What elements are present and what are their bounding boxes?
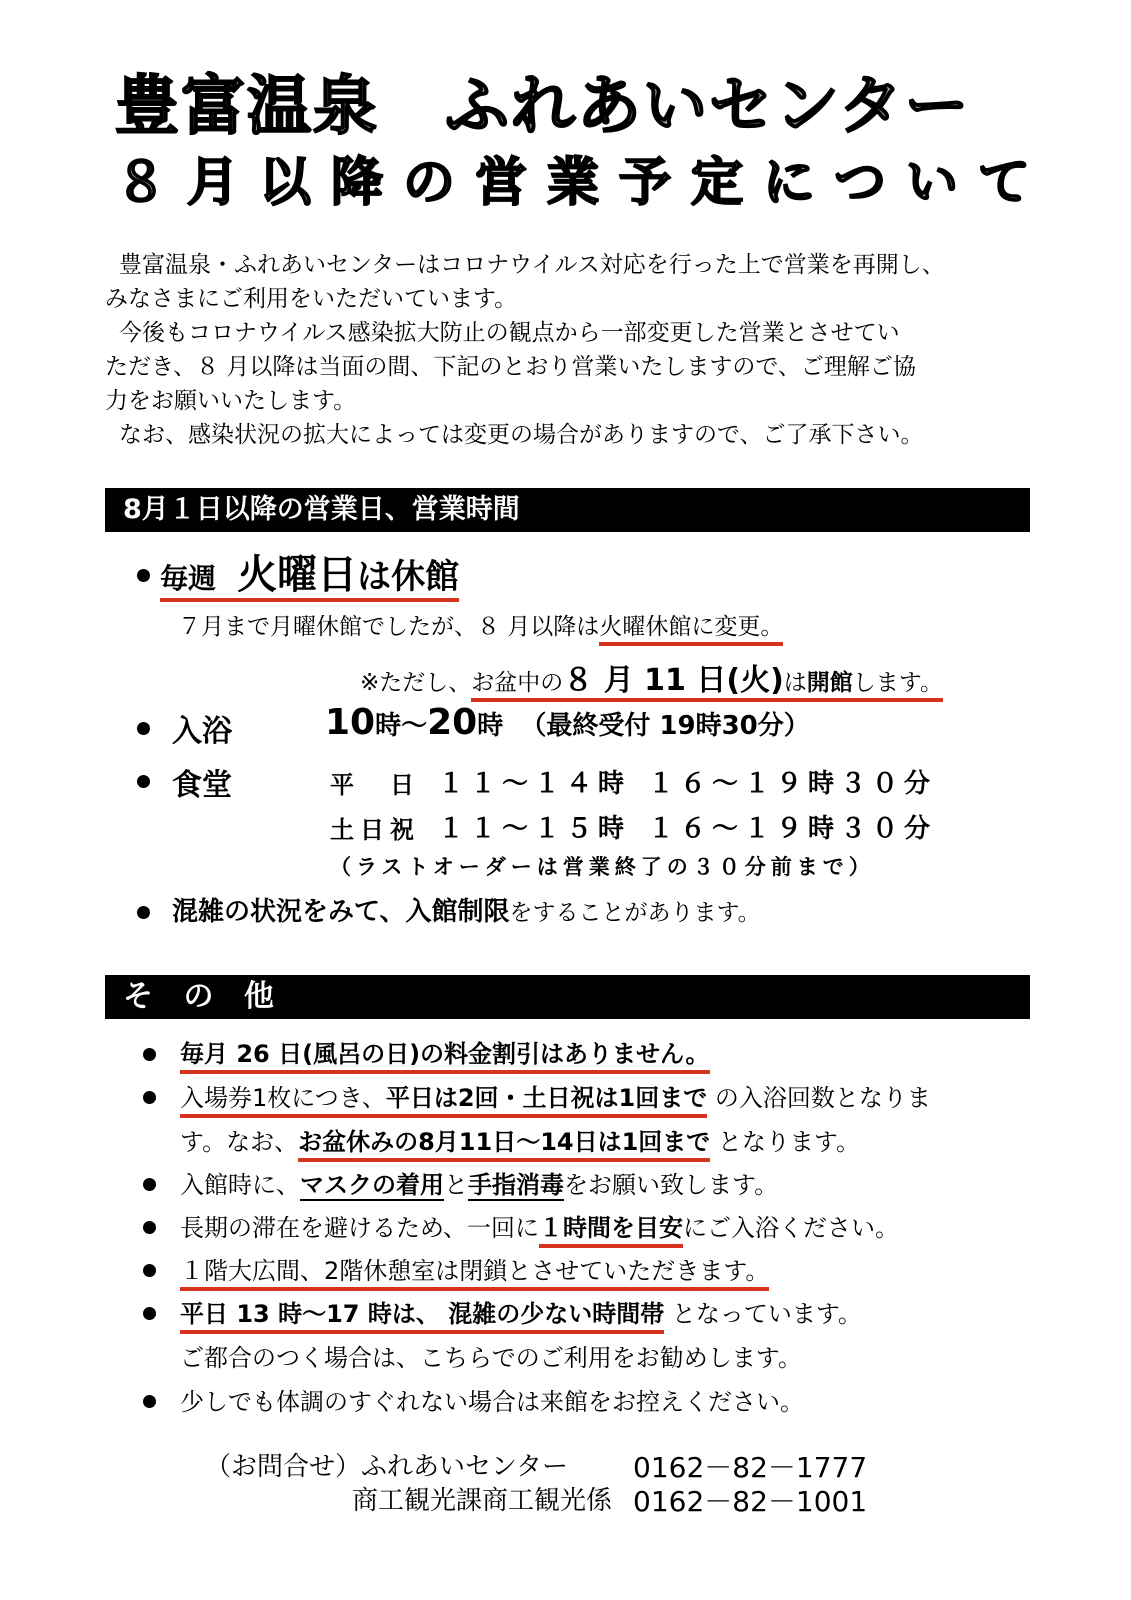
bath-last-entry: （最終受付 19時30分）: [520, 711, 810, 741]
closed-note-plain: ７月まで月曜休館でしたが、８ 月以降は: [178, 614, 600, 640]
section2-header: そ の 他: [105, 975, 1030, 1019]
item-ticket: [180, 1078, 931, 1113]
bullet-icon: [143, 1264, 156, 1277]
bullet-icon: [137, 569, 150, 582]
item-ticket-cont: [180, 1122, 860, 1157]
title-line2: ８月以降の営業予定について: [115, 153, 1050, 213]
intro-line: 今後もコロナウイルス感染拡大防止の観点から一部変更した営業とさせてい: [119, 320, 900, 346]
dining-weekend-lunch: １１～１５時: [438, 814, 631, 844]
intro-line: 力をお願いいたします。: [105, 388, 357, 414]
bath-hours: [325, 702, 810, 743]
stay-limit: １時間を目安: [539, 1214, 683, 1248]
intro-text: [105, 248, 1025, 452]
dining-weekday-day: 平 日: [330, 771, 420, 799]
quiet-tail: となっています。: [664, 1300, 862, 1328]
exception-part: は: [783, 670, 807, 696]
hand-sanitize: 手指消毒: [468, 1171, 564, 1199]
quiet-hours: 平日 13 時～17 時は、 混雑の少ない時間帯: [180, 1300, 664, 1334]
dining-weekend-dinner: １６～１９時３０分: [648, 814, 937, 844]
closed-exception: [360, 655, 943, 699]
item-closed-rooms: [180, 1251, 769, 1286]
stay-text: にご入浴ください。: [683, 1214, 900, 1242]
bullet-icon: [143, 1178, 156, 1191]
dining-label: 食堂: [172, 768, 232, 803]
bullet-icon: [137, 722, 150, 735]
item-quiet-hours: [180, 1294, 862, 1329]
crowd-bold: 混雑の状況をみて、入館制限: [172, 897, 510, 927]
closed-day: 火曜日: [237, 552, 358, 598]
dining-weekday-dinner: １６～１９時３０分: [648, 769, 937, 799]
closed-rooms-text: １階大広間、2階休憩室は閉鎖とさせていただきます。: [180, 1257, 769, 1291]
stay-text: 長期の滞在を避けるため、一回に: [180, 1214, 540, 1242]
bath-unit: 時: [477, 711, 504, 741]
ticket-limit: 平日は2回・土日祝は1回まで: [385, 1084, 708, 1112]
mask-wearing: マスクの着用: [300, 1171, 444, 1199]
ticket2-obon: お盆休みの8月11日～14日は1回まで: [298, 1128, 710, 1162]
crowd-line: [172, 891, 761, 928]
dining-weekend-day: 土日祝: [330, 816, 420, 844]
closed-prefix: 毎週: [160, 562, 217, 595]
closed-suffix: は休館: [357, 557, 460, 597]
exception-plain: ※ただし、: [360, 670, 472, 696]
ticket2-tail: となります。: [710, 1128, 861, 1156]
contact-dept: 商工観光課商工観光係: [352, 1486, 613, 1516]
bath-open: 10: [325, 702, 376, 743]
closed-note: [178, 608, 783, 641]
contact-label: （お問合せ）ふれあいセンター: [205, 1452, 568, 1482]
bath-label: 入浴: [172, 714, 232, 749]
bullet-icon: [143, 1048, 156, 1061]
ticket2-head: す。なお、: [180, 1128, 299, 1156]
contact-tel1: 0162－82－1777: [633, 1451, 868, 1484]
exception-part: します。: [852, 670, 943, 696]
intro-line: ただき、８ 月以降は当面の間、下記のとおり営業いたしますので、ご理解ご協: [105, 354, 916, 380]
discount-text: 毎月 26 日(風呂の日)の料金割引はありません。: [180, 1040, 710, 1074]
exception-open: 開館: [806, 670, 853, 696]
intro-line: なお、感染状況の拡大によっては変更の場合がありますので、ご了承下さい。: [119, 422, 924, 448]
ticket-text: 入場券1枚につき、: [180, 1084, 386, 1112]
bullet-icon: [143, 1395, 156, 1408]
dining-weekday-lunch: １１～１４時: [438, 769, 631, 799]
quiet-recommend: ご都合のつく場合は、こちらでのご利用をお勧めします。: [180, 1344, 802, 1372]
closed-note-change: 火曜休館に変更。: [599, 614, 783, 646]
bath-close: 20: [427, 702, 478, 743]
bullet-icon: [137, 906, 150, 919]
item-discount: [180, 1034, 710, 1069]
contact-tel2: 0162－82－1001: [633, 1485, 868, 1518]
bullet-icon: [143, 1221, 156, 1234]
bullet-icon: [143, 1307, 156, 1320]
item-sick: 少しでも体調のすぐれない場合は来館をお控えください。: [180, 1388, 804, 1416]
mask-text: と: [444, 1171, 468, 1199]
mask-text: をお願い致します。: [564, 1171, 779, 1199]
crowd-plain: をすることがあります。: [509, 900, 761, 926]
mask-text: 入館時に、: [180, 1171, 300, 1199]
title-line1: 豊富温泉 ふれあいセンター: [115, 70, 971, 144]
bullet-icon: [143, 1091, 156, 1104]
intro-line: 豊富温泉・ふれあいセンターはコロナウイルス対応を行った上で営業を再開し、: [119, 252, 945, 278]
ticket-tail: の入浴回数となりま: [707, 1084, 931, 1112]
exception-date: ８ 月 11 日(火): [563, 663, 784, 698]
closed-day-line: [160, 543, 459, 600]
exception-part: お盆中の: [471, 670, 564, 696]
section1-header: 8月１日以降の営業日、営業時間: [105, 488, 1030, 532]
dining-note: （ラストオーダーは営業終了の３０分前まで）: [330, 855, 875, 879]
item-mask: [180, 1165, 778, 1200]
intro-line: みなさまにご利用をいただいています。: [105, 286, 518, 312]
bullet-icon: [137, 775, 150, 788]
bath-sep: 時～: [375, 711, 428, 741]
item-stay: [180, 1208, 899, 1243]
